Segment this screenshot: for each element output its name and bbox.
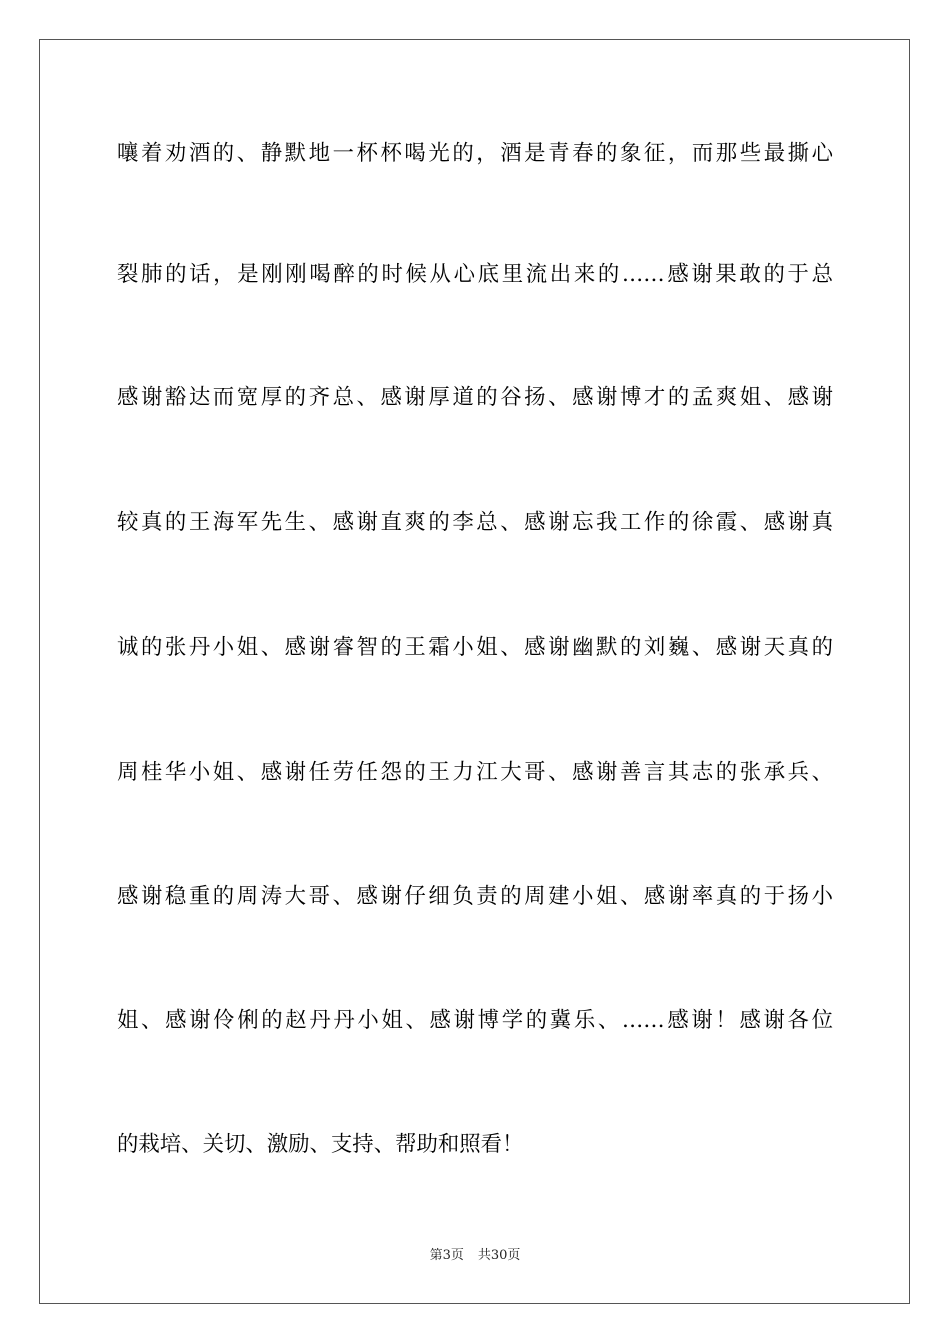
text-line: 诚的张丹小姐、感谢睿智的王霜小姐、感谢幽默的刘巍、感谢天真的: [117, 635, 833, 660]
text-line: 的栽培、关切、激励、支持、帮助和照看！: [117, 1132, 524, 1157]
current-page-number: 第3页: [429, 1248, 464, 1263]
text-line: 较真的王海军先生、感谢直爽的李总、感谢忘我工作的徐霞、感谢真: [117, 510, 833, 535]
text-line: 嚷着劝酒的、静默地一杯杯喝光的，酒是青春的象征，而那些最撕心: [117, 141, 833, 166]
page-footer: [0, 1248, 950, 1264]
text-line: 感谢豁达而宽厚的齐总、感谢厚道的谷扬、感谢博才的孟爽姐、感谢: [117, 385, 833, 410]
text-line: 感谢稳重的周涛大哥、感谢仔细负责的周建小姐、感谢率真的于扬小: [117, 884, 833, 909]
text-line: 姐、感谢伶俐的赵丹丹小姐、感谢博学的冀乐、……感谢！感谢各位: [117, 1008, 833, 1033]
total-pages: 共30页: [477, 1248, 521, 1263]
text-line: 裂肺的话，是刚刚喝醉的时候从心底里流出来的……感谢果敢的于总: [117, 262, 833, 287]
text-line: 周桂华小姐、感谢任劳任怨的王力江大哥、感谢善言其志的张承兵、: [117, 760, 833, 785]
page-border: [39, 39, 910, 1304]
